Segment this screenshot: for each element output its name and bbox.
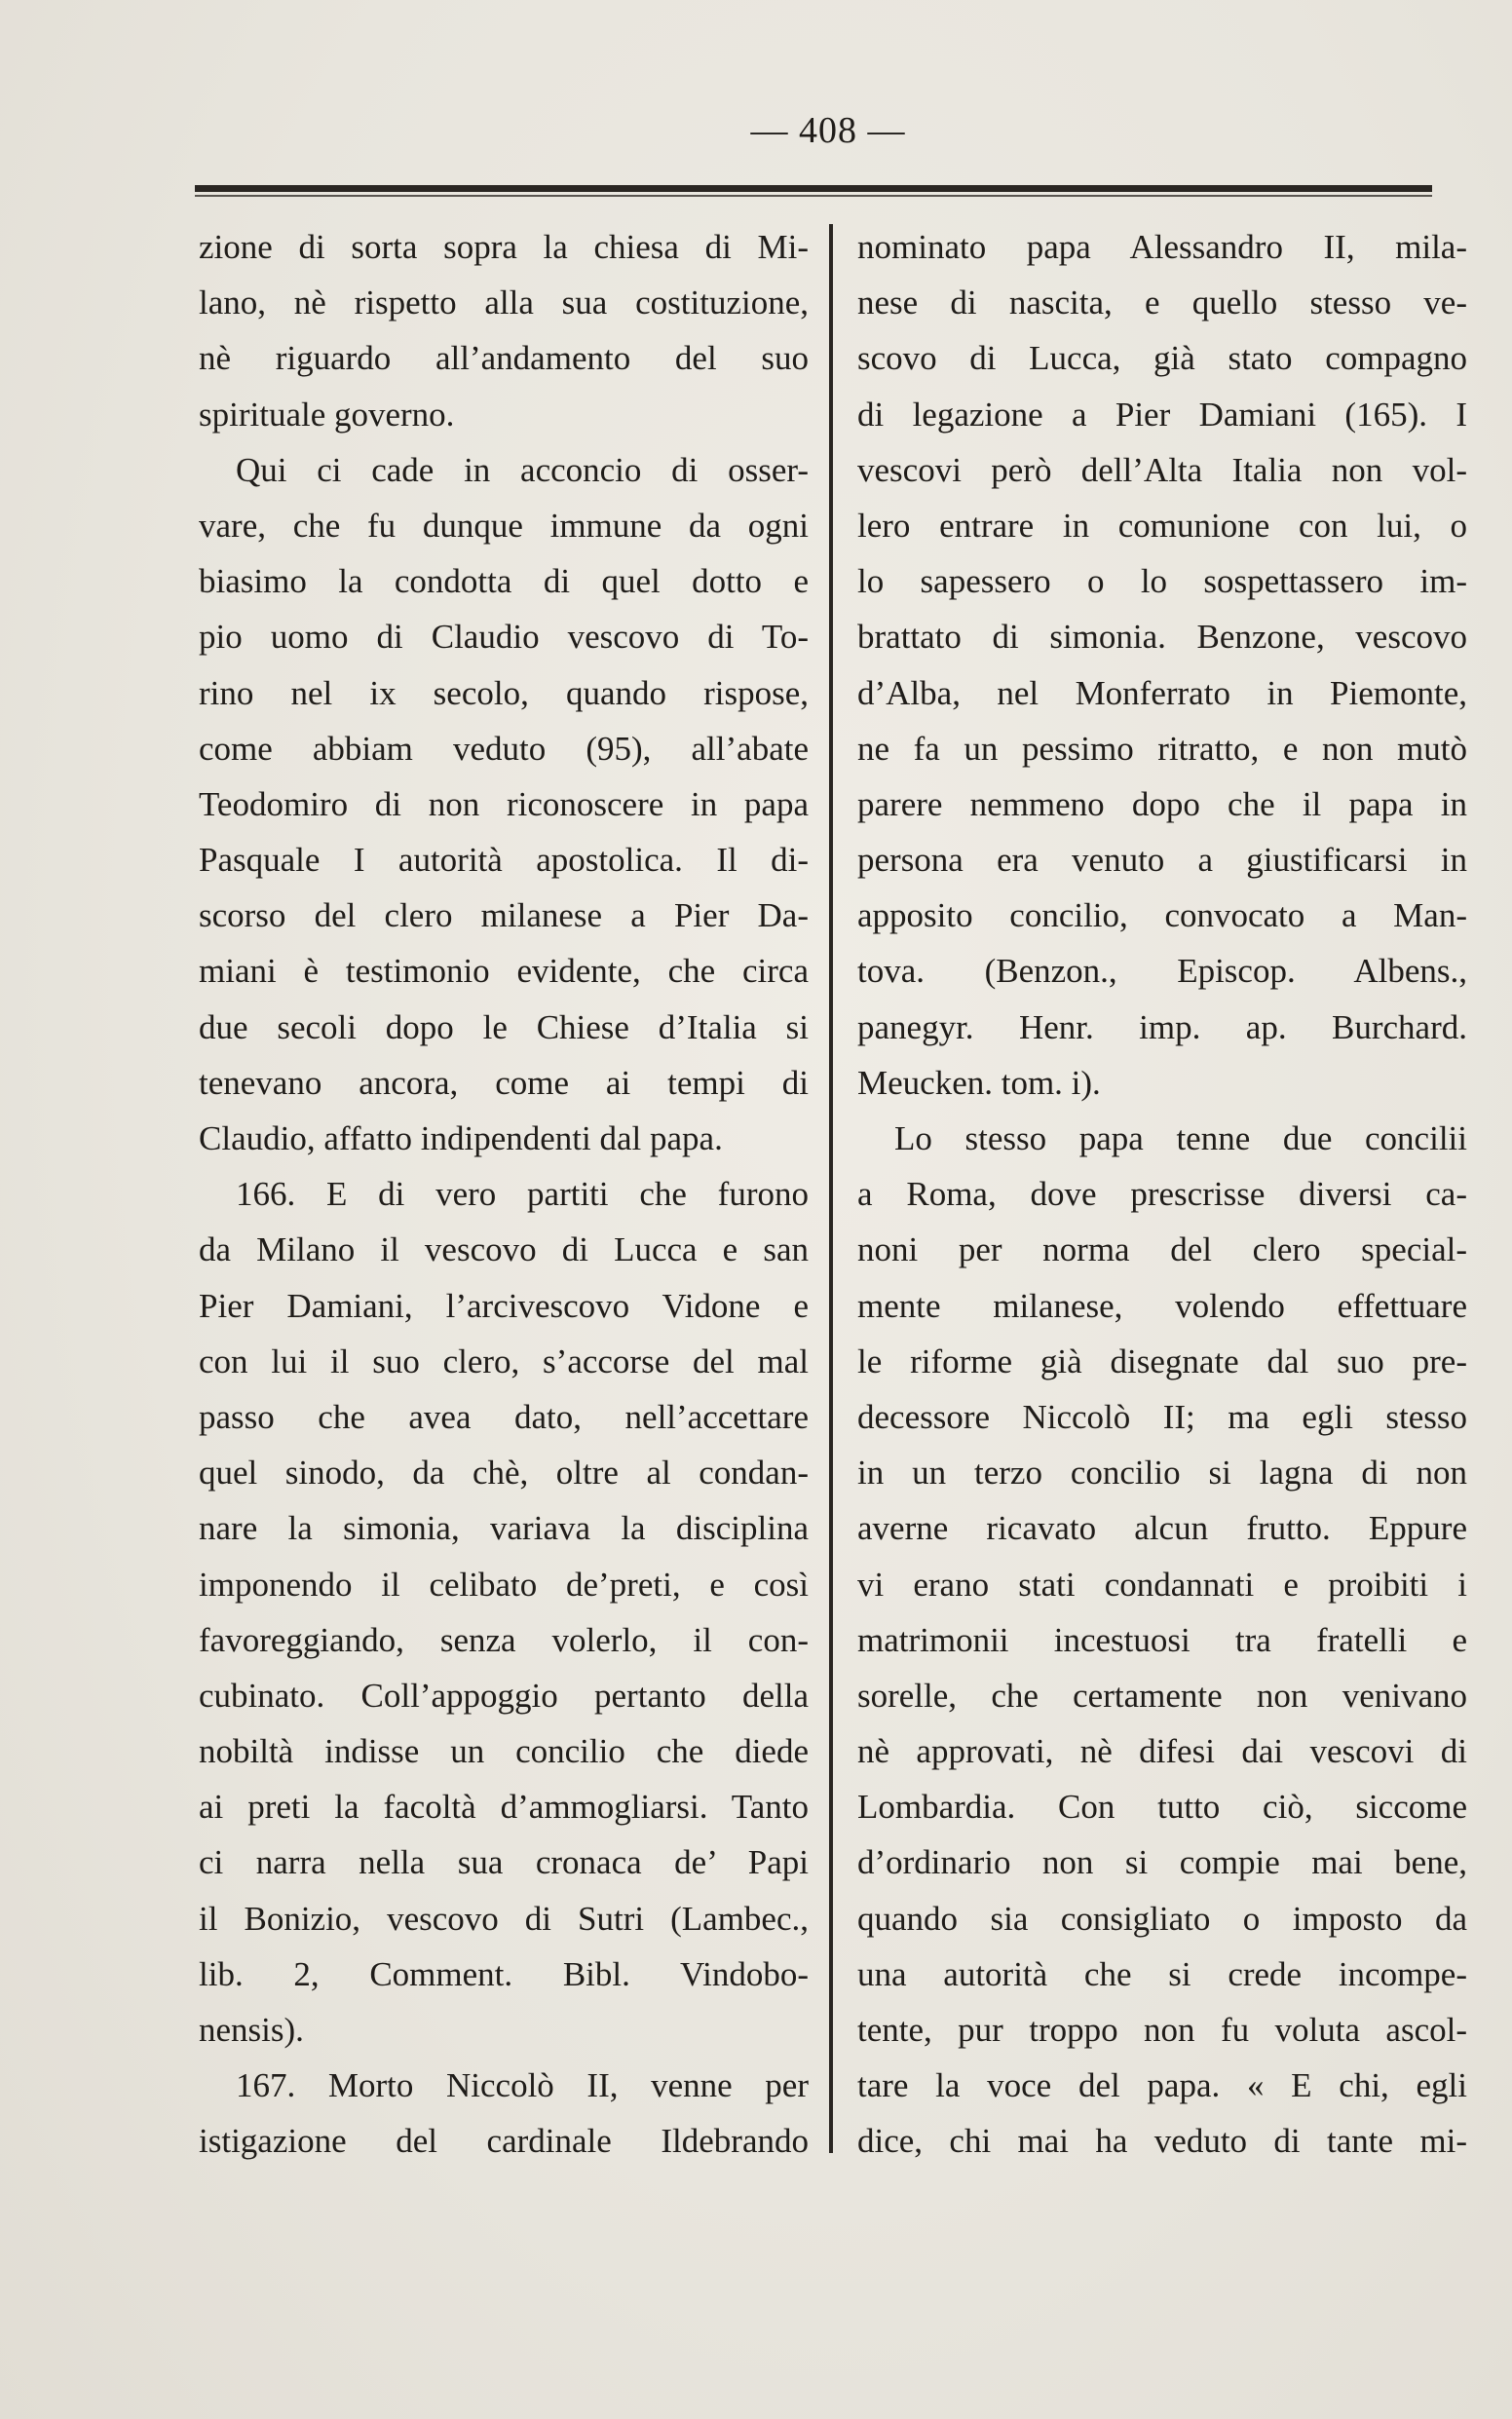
text-line: Qui ci cade in acconcio di osser-	[236, 450, 809, 489]
text-line: come abbiam veduto (95), all’abate	[199, 729, 809, 768]
text-line: pio uomo di Claudio vescovo di To-	[199, 618, 809, 657]
text-line: spirituale governo.	[199, 395, 455, 434]
text-line: apposito concilio, convocato a Man-	[857, 896, 1467, 935]
text-line: da Milano il vescovo di Lucca e san	[199, 1230, 809, 1269]
text-line: istigazione del cardinale Ildebrando	[199, 2122, 809, 2161]
text-line: vi erano stati condannati e proibiti i	[857, 1565, 1467, 1604]
text-line: lano, nè rispetto alla sua costituzione,	[199, 283, 809, 322]
text-line: matrimonii incestuosi tra fratelli e	[857, 1620, 1467, 1659]
text-line: 166. E di vero partiti che furono	[236, 1175, 809, 1214]
text-line: quando sia consigliato o imposto da	[857, 1899, 1467, 1938]
text-line: sorelle, che certamente non venivano	[857, 1676, 1467, 1715]
text-line: zione di sorta sopra la chiesa di Mi-	[199, 228, 809, 266]
text-line: ne fa un pessimo ritratto, e non mutò	[857, 729, 1467, 768]
text-line: ci narra nella sua cronaca de’ Papi	[199, 1843, 809, 1882]
text-line: persona era venuto a giustificarsi in	[857, 841, 1467, 880]
text-line: favoreggiando, senza volerlo, il con-	[199, 1620, 809, 1659]
text-line: nominato papa Alessandro II, mila-	[857, 228, 1467, 266]
text-line: nensis).	[199, 2011, 304, 2049]
text-line: nobiltà indisse un concilio che diede	[199, 1732, 809, 1771]
text-line: noni per norma del clero special-	[857, 1230, 1467, 1269]
text-line: 167. Morto Niccolò II, venne per	[236, 2066, 809, 2105]
right-text-column	[857, 219, 1467, 2170]
text-line: Lombardia. Con tutto ciò, siccome	[857, 1788, 1467, 1827]
text-line: nese di nascita, e quello stesso ve-	[857, 283, 1467, 322]
column-divider	[829, 224, 833, 2153]
text-line: Pier Damiani, l’arcivescovo Vidone e	[199, 1286, 809, 1325]
text-line: lo sapessero o lo sospettassero im-	[857, 562, 1467, 601]
text-line: due secoli dopo le Chiese d’Italia si	[199, 1007, 809, 1046]
text-line: il Bonizio, vescovo di Sutri (Lambec.,	[199, 1899, 809, 1938]
text-line: panegyr. Henr. imp. ap. Burchard.	[857, 1007, 1467, 1046]
text-line: nare la simonia, variava la disciplina	[199, 1509, 809, 1548]
text-line: Claudio, affatto indipendenti dal papa.	[199, 1119, 723, 1157]
text-line: scorso del clero milanese a Pier Da-	[199, 896, 809, 935]
text-line: con lui il suo clero, s’accorse del mal	[199, 1342, 809, 1380]
text-line: Pasquale I autorità apostolica. Il di-	[199, 841, 809, 880]
text-line: cubinato. Coll’appoggio pertanto della	[199, 1676, 809, 1715]
text-line: vescovi però dell’Alta Italia non vol-	[857, 450, 1467, 489]
text-line: in un terzo concilio si lagna di non	[857, 1454, 1467, 1493]
text-line: a Roma, dove prescrisse diversi ca-	[857, 1175, 1467, 1214]
text-line: vare, che fu dunque immune da ogni	[199, 506, 809, 545]
text-line: quel sinodo, da chè, oltre al condan-	[199, 1454, 809, 1493]
text-line: parere nemmeno dopo che il papa in	[857, 784, 1467, 823]
text-line: tare la voce del papa. « E chi, egli	[857, 2066, 1467, 2105]
text-line: di legazione a Pier Damiani (165). I	[857, 395, 1467, 434]
text-line: rino nel ix secolo, quando rispose,	[199, 673, 809, 712]
text-line: tova. (Benzon., Episcop. Albens.,	[857, 952, 1467, 991]
text-line: lero entrare in comunione con lui, o	[857, 506, 1467, 545]
text-line: averne ricavato alcun frutto. Eppure	[857, 1509, 1467, 1548]
page-number: — 408 —	[750, 110, 906, 151]
text-line: scovo di Lucca, già stato compagno	[857, 339, 1467, 378]
text-line: passo che avea dato, nell’accettare	[199, 1397, 809, 1436]
text-line: dice, chi mai ha veduto di tante mi-	[857, 2122, 1467, 2161]
text-line: una autorità che si crede incompe-	[857, 1954, 1467, 1993]
header-rule-thick	[195, 185, 1432, 192]
text-line: brattato di simonia. Benzone, vescovo	[857, 618, 1467, 657]
text-line: d’ordinario non si compie mai bene,	[857, 1843, 1467, 1882]
text-line: miani è testimonio evidente, che circa	[199, 952, 809, 991]
text-line: lib. 2, Comment. Bibl. Vindobo-	[199, 1954, 809, 1993]
text-line: decessore Niccolò II; ma egli stesso	[857, 1397, 1467, 1436]
text-line: mente milanese, volendo effettuare	[857, 1286, 1467, 1325]
text-line: ai preti la facoltà d’ammogliarsi. Tanto	[199, 1788, 809, 1827]
text-line: biasimo la condotta di quel dotto e	[199, 562, 809, 601]
text-line: Teodomiro di non riconoscere in papa	[199, 784, 809, 823]
text-line: Lo stesso papa tenne due concilii	[894, 1119, 1467, 1157]
text-line: le riforme già disegnate dal suo pre-	[857, 1342, 1467, 1380]
text-line: nè riguardo all’andamento del suo	[199, 339, 809, 378]
text-line: d’Alba, nel Monferrato in Piemonte,	[857, 673, 1467, 712]
text-line: tenevano ancora, come ai tempi di	[199, 1063, 809, 1102]
text-line: imponendo il celibato de’preti, e così	[199, 1565, 809, 1604]
text-line: Meucken. tom. i).	[857, 1063, 1101, 1102]
text-line: nè approvati, nè difesi dai vescovi di	[857, 1732, 1467, 1771]
header-rule-thin	[195, 195, 1432, 197]
text-line: tente, pur troppo non fu voluta ascol-	[857, 2011, 1467, 2049]
left-text-column	[199, 219, 809, 2170]
